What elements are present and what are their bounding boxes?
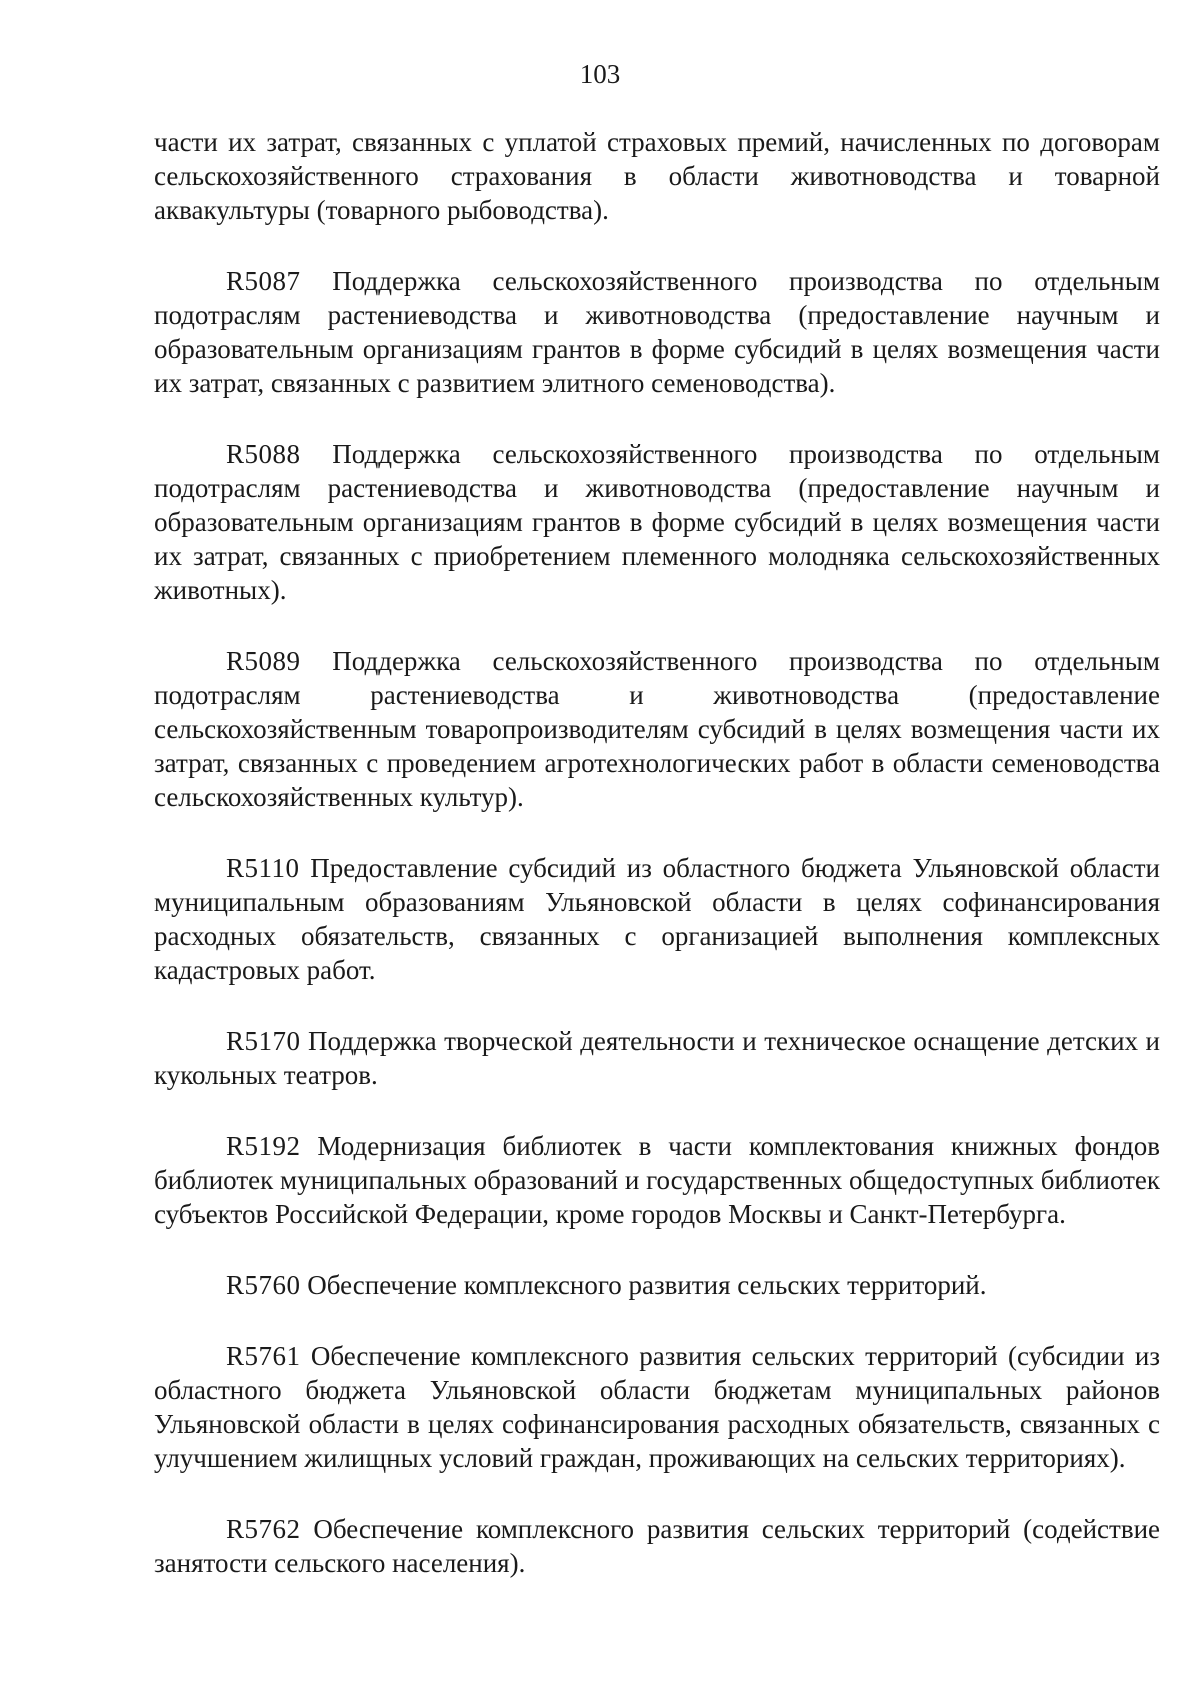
budget-code: R5089: [226, 646, 301, 676]
paragraph-text: Модернизация библиотек в части комплектования книжных фондов библиотек муниципальных образований и государственных общедоступных библиотек субъектов Российской Федерации, кроме городов Москвы и Санкт-Петербурга.: [154, 1131, 1161, 1229]
paragraph-r5761: [154, 1339, 1160, 1475]
paragraph-r5760: [154, 1268, 1160, 1302]
budget-code: R5087: [226, 266, 301, 296]
paragraph-text: Обеспечение комплексного развития сельских территорий (содействие занятости сельского населения).: [154, 1514, 1161, 1578]
budget-code: R5170: [226, 1026, 301, 1056]
document-body: [154, 125, 1160, 1580]
paragraph-continuation: [154, 125, 1160, 227]
paragraph-text: части их затрат, связанных с уплатой страховых премий, начисленных по договорам сельскохозяйственного страхования в области животноводства и товарной аквакультуры (товарного рыбоводства).: [154, 127, 1160, 225]
paragraph-r5087: [154, 264, 1160, 400]
paragraph-r5110: [154, 851, 1160, 987]
page-number: 103: [579, 59, 621, 89]
paragraph-text: Поддержка сельскохозяйственного производства по отдельным подотраслям растениеводства и животноводства (предоставление научным и образовательным организациям грантов в форме субсидий в целях возмещения части их затрат, связанных с приобретением племенного молодняка сельскохозяйственных животных).: [154, 439, 1160, 605]
paragraph-text: Предоставление субсидий из областного бюджета Ульяновской области муниципальным образованиям Ульяновской области в целях софинансирования расходных обязательств, связанных с организацией выполнения комплексных кадастровых работ.: [154, 853, 1160, 985]
budget-code: R5110: [226, 853, 300, 883]
paragraph-r5170: [154, 1024, 1160, 1092]
paragraph-r5089: [154, 644, 1160, 814]
budget-code: R5761: [226, 1341, 301, 1371]
budget-code: R5762: [226, 1514, 301, 1544]
paragraph-r5192: [154, 1129, 1160, 1231]
paragraph-r5088: [154, 437, 1160, 607]
budget-code: R5192: [226, 1131, 301, 1161]
paragraph-text: Обеспечение комплексного развития сельских территорий.: [307, 1270, 987, 1300]
budget-code: R5088: [226, 439, 301, 469]
paragraph-text: Поддержка сельскохозяйственного производства по отдельным подотраслям растениеводства и животноводства (предоставление научным и образовательным организациям грантов в форме субсидий в целях возмещения части их затрат, связанных с развитием элитного семеноводства).: [154, 266, 1160, 398]
paragraph-text: Поддержка сельскохозяйственного производства по отдельным подотраслям растениеводства и животноводства (предоставление сельскохозяйственным товаропроизводителям субсидий в целях возмещения части их затрат, связанных с проведением агротехнологических работ в области семеноводства сельскохозяйственных культур).: [154, 646, 1160, 812]
budget-code: R5760: [226, 1270, 301, 1300]
paragraph-r5762: [154, 1512, 1160, 1580]
paragraph-text: Обеспечение комплексного развития сельских территорий (субсидии из областного бюджета Ульяновской области бюджетам муниципальных районов Ульяновской области в целях софинансирования расходных обязательств, связанных с улучшением жилищных условий граждан, проживающих на сельских территориях).: [154, 1341, 1161, 1473]
paragraph-text: Поддержка творческой деятельности и техническое оснащение детских и кукольных театров.: [154, 1026, 1160, 1090]
